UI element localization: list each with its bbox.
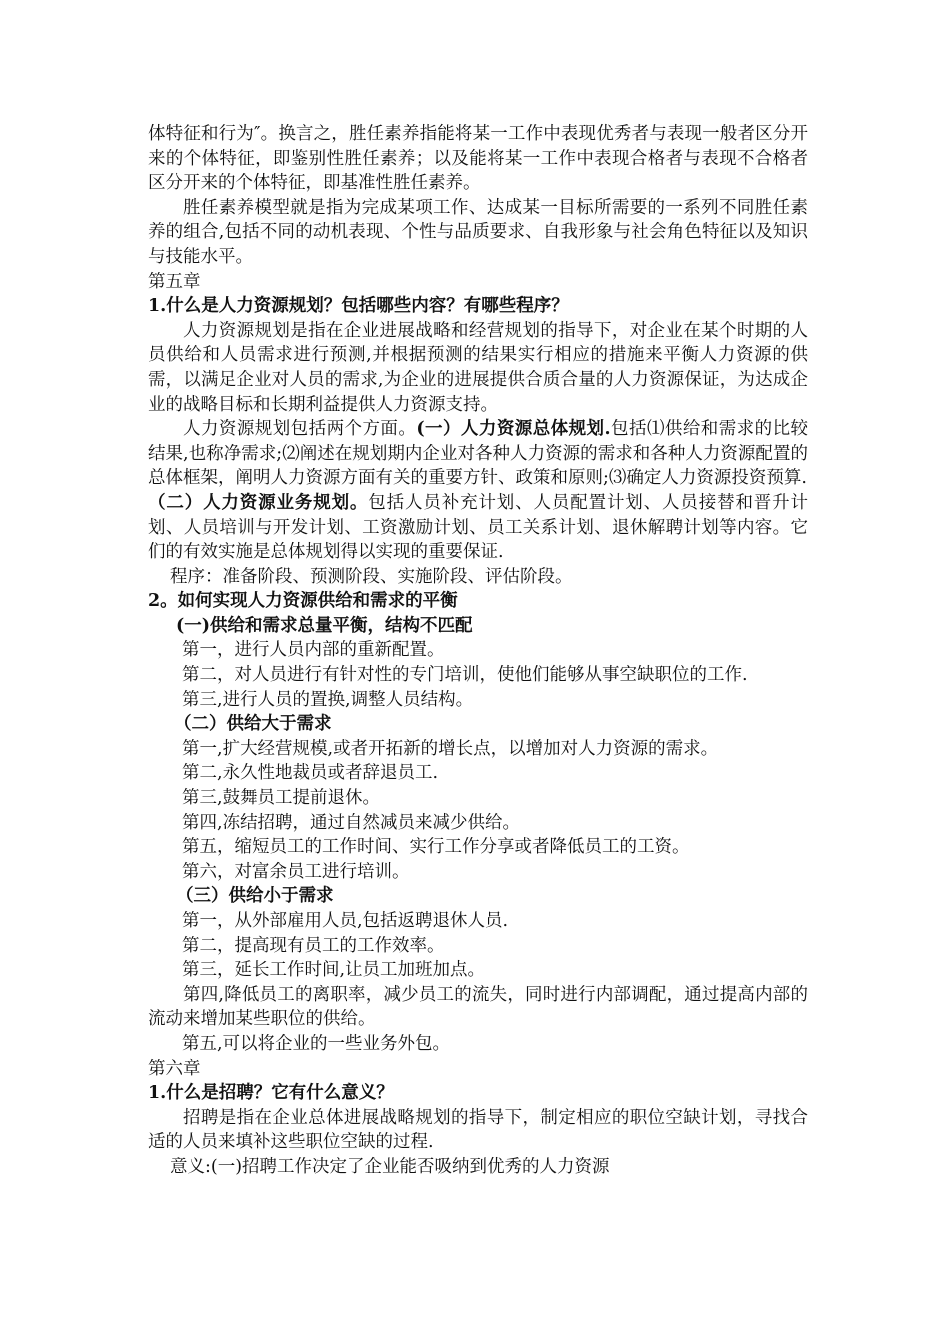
list-item: 第四,降低员工的离职率，减少员工的流失，同时进行内部调配，通过提高内部的流动来增加某些职位的供给。	[148, 984, 808, 1030]
list-item: 第二，提高现有员工的工作效率。	[182, 935, 445, 956]
paragraph-recruitment-definition: 招聘是指在企业总体进展战略规划的指导下，制定相应的职位空缺计划，寻找合适的人员来填补这些职位空缺的过程.	[148, 1107, 808, 1153]
overall-planning-label: (一）人力资源总体规划.	[416, 419, 611, 440]
paragraph-hr-planning-aspects	[148, 417, 808, 491]
chapter-five-title: 第五章	[148, 271, 201, 292]
paragraph-business-planning	[148, 491, 808, 565]
list-item: 第五,可以将企业的一些业务外包。	[182, 1033, 451, 1054]
document-page	[148, 122, 808, 1180]
subheading-supply-less-than-demand: （三）供给小于需求	[176, 886, 334, 907]
business-planning-text: 包括人员补充计划、人员配置计划、人员接替和晋升计划、人员培训与开发计划、工资激励计划、员工关系计划、退休解聘计划等内容。它们的有效实施是总体规划得以实现的重要保证.	[148, 492, 809, 563]
overall-planning-text: 包括⑴供给和需求的比较结果,也称净需求;⑵阐述在规划期内企业对各种人力资源的需求和各种人力资源配置的总体框架，阐明人力资源方面有关的重要方针、政策和原则;⑶确定人力资源投资预算.	[148, 419, 809, 489]
question-hr-planning: 1.什么是人力资源规划？包括哪些内容？有哪些程序？	[148, 296, 569, 317]
list-item: 第四,冻结招聘，通过自然减员来减少供给。	[182, 812, 521, 833]
list-item: 第三，延长工作时间,让员工加班加点。	[182, 960, 486, 981]
subheading-structure-mismatch: (一)供给和需求总量平衡，结构不匹配	[176, 615, 473, 636]
list-item: 第一，从外部雇用人员,包括返聘退休人员.	[182, 911, 509, 931]
list-item: 第二,永久性地裁员或者辞退员工.	[182, 763, 439, 784]
list-item: 第六，对富余员工进行培训。	[182, 861, 410, 882]
paragraph-competency-definition: 体特征和行为″。换言之，胜任素养指能将某一工作中表现优秀者与表现一般者区分开来的个体特征，即鉴别性胜任素养；以及能将某一工作中表现合格者与表现不合格者区分开来的个体特征，即基准性胜任素养。	[148, 124, 808, 194]
list-item: 第一,扩大经营规模,或者开拓新的增长点，以增加对人力资源的需求。	[182, 738, 719, 759]
question-supply-demand-balance: 2。如何实现人力资源供给和需求的平衡	[148, 591, 458, 612]
list-item: 第三,鼓舞员工提前退休。	[182, 788, 381, 809]
paragraph-hr-planning-definition: 人力资源规划是指在企业进展战略和经营规划的指导下，对企业在某个时期的人员供给和人员需求进行预测,并根据预测的结果实行相应的措施来平衡人力资源的供需，以满足企业对人员的需求,为企业的进展提供合质合量的人力资源保证，为达成企业的战略目标和长期利益提供人力资源支持。	[148, 320, 808, 415]
paragraph-competency-model: 胜任素养模型就是指为完成某项工作、达成某一目标所需要的一系列不同胜任素养的组合,包括不同的动机表现、个性与品质要求、自我形象与社会角色特征以及知识与技能水平。	[148, 197, 808, 267]
business-planning-label: （二）人力资源业务规划。	[148, 492, 369, 513]
question-recruitment: 1.什么是招聘？它有什么意义？	[148, 1083, 394, 1104]
list-item: 第二，对人员进行有针对性的专门培训，使他们能够从事空缺职位的工作.	[182, 665, 748, 686]
list-item: 第三,进行人员的置换,调整人员结构。	[182, 689, 474, 710]
paragraph-recruitment-significance: 意义:(一)招聘工作决定了企业能否吸纳到优秀的人力资源	[170, 1156, 610, 1177]
paragraph-procedure: 程序：准备阶段、预测阶段、实施阶段、评估阶段。	[170, 566, 573, 587]
list-item: 第五，缩短员工的工作时间、实行工作分享或者降低员工的工资。	[182, 837, 690, 858]
aspects-intro: 人力资源规划包括两个方面。	[183, 419, 417, 440]
list-item: 第一，进行人员内部的重新配置。	[182, 640, 445, 661]
chapter-six-title: 第六章	[148, 1058, 201, 1079]
subheading-supply-exceeds-demand: （二）供给大于需求	[174, 714, 332, 735]
